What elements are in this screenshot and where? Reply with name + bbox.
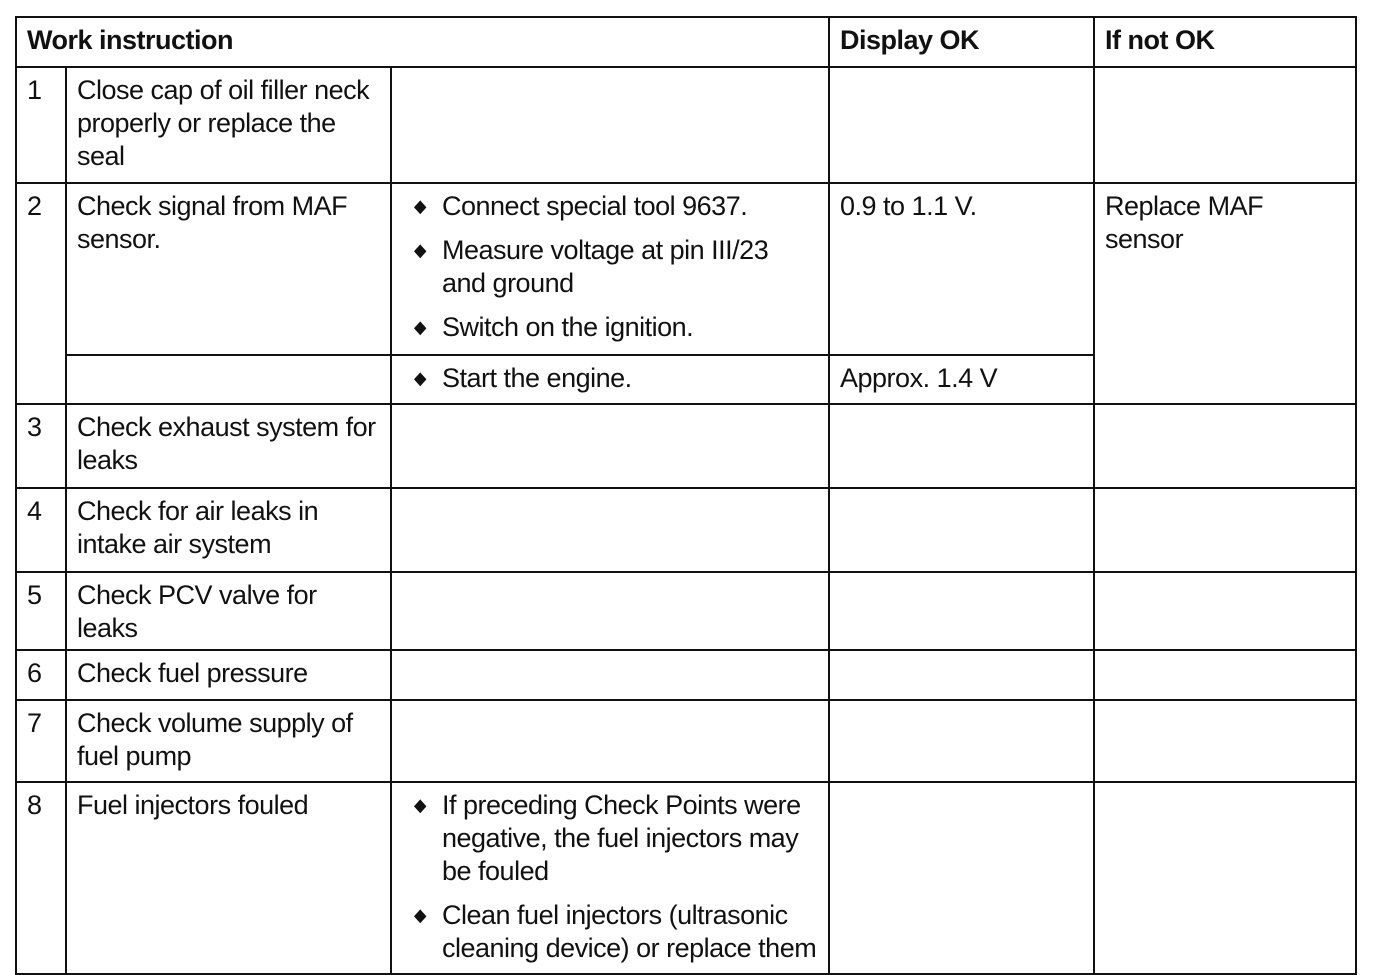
row-if-not-ok: Replace MAF sensor bbox=[1094, 183, 1356, 404]
header-work-instruction: Work instruction bbox=[16, 17, 829, 67]
row-display-ok bbox=[829, 782, 1094, 974]
diamond-bullet-icon: ◆ bbox=[414, 905, 426, 925]
row-steps bbox=[391, 355, 829, 404]
row-if-not-ok bbox=[1094, 782, 1356, 974]
row-instruction: Check fuel pressure bbox=[66, 650, 391, 700]
row-if-not-ok bbox=[1094, 404, 1356, 488]
list-item: ◆ Start the engine. bbox=[414, 363, 632, 393]
row-display-ok: Approx. 1.4 V bbox=[829, 355, 1094, 404]
row-display-ok bbox=[829, 404, 1094, 488]
row-number: 3 bbox=[16, 404, 66, 488]
row-instruction: Check exhaust system for leaks bbox=[66, 404, 391, 488]
row-display-ok bbox=[829, 488, 1094, 572]
row-display-ok bbox=[829, 700, 1094, 782]
work-instruction-table bbox=[15, 16, 1357, 975]
table-row bbox=[16, 404, 1356, 488]
row-steps bbox=[391, 67, 829, 183]
table-row bbox=[16, 488, 1356, 572]
row-number: 6 bbox=[16, 650, 66, 700]
header-row bbox=[16, 17, 1356, 67]
row-steps bbox=[391, 782, 829, 974]
list-item: ◆ Measure voltage at pin III/23 and ground bbox=[414, 235, 769, 298]
row-steps bbox=[391, 650, 829, 700]
row-display-ok bbox=[829, 650, 1094, 700]
row-number: 8 bbox=[16, 782, 66, 974]
list-item: ◆ Clean fuel injectors (ultrasonic cleaning device) or replace them bbox=[414, 900, 817, 963]
diamond-bullet-icon: ◆ bbox=[414, 196, 426, 216]
row-steps bbox=[391, 572, 829, 650]
table-row bbox=[16, 700, 1356, 782]
header-if-not-ok: If not OK bbox=[1094, 17, 1356, 67]
row-number: 2 bbox=[16, 183, 66, 404]
list-item: ◆ Switch on the ignition. bbox=[414, 312, 694, 342]
row-instruction: Fuel injectors fouled bbox=[66, 782, 391, 974]
row-if-not-ok bbox=[1094, 572, 1356, 650]
list-item: ◆ If preceding Check Points were negative, the fuel injectors may be fouled bbox=[414, 790, 801, 886]
row-if-not-ok bbox=[1094, 67, 1356, 183]
row-instruction bbox=[66, 355, 391, 404]
row-instruction: Check for air leaks in intake air system bbox=[66, 488, 391, 572]
row-number: 1 bbox=[16, 67, 66, 183]
table-row bbox=[16, 650, 1356, 700]
diamond-bullet-icon: ◆ bbox=[414, 317, 426, 337]
row-display-ok bbox=[829, 67, 1094, 183]
diamond-bullet-icon: ◆ bbox=[414, 795, 426, 815]
table-row bbox=[16, 782, 1356, 974]
row-number: 4 bbox=[16, 488, 66, 572]
row-if-not-ok bbox=[1094, 700, 1356, 782]
row-steps bbox=[391, 700, 829, 782]
row-display-ok bbox=[829, 572, 1094, 650]
table-row bbox=[16, 67, 1356, 183]
table-row bbox=[16, 572, 1356, 650]
row-steps bbox=[391, 404, 829, 488]
row-steps bbox=[391, 183, 829, 355]
row-if-not-ok bbox=[1094, 650, 1356, 700]
row-instruction: Check signal from MAF sensor. bbox=[66, 183, 391, 355]
row-steps bbox=[391, 488, 829, 572]
row-display-ok: 0.9 to 1.1 V. bbox=[829, 183, 1094, 355]
row-if-not-ok bbox=[1094, 488, 1356, 572]
row-instruction: Check volume supply of fuel pump bbox=[66, 700, 391, 782]
list-item: ◆ Connect special tool 9637. bbox=[414, 191, 748, 221]
row-instruction: Check PCV valve for leaks bbox=[66, 572, 391, 650]
diamond-bullet-icon: ◆ bbox=[414, 368, 426, 388]
diamond-bullet-icon: ◆ bbox=[414, 240, 426, 260]
table-row bbox=[16, 183, 1356, 355]
header-display-ok: Display OK bbox=[829, 17, 1094, 67]
row-number: 5 bbox=[16, 572, 66, 650]
row-number: 7 bbox=[16, 700, 66, 782]
row-instruction: Close cap of oil filler neck properly or replace the seal bbox=[66, 67, 391, 183]
